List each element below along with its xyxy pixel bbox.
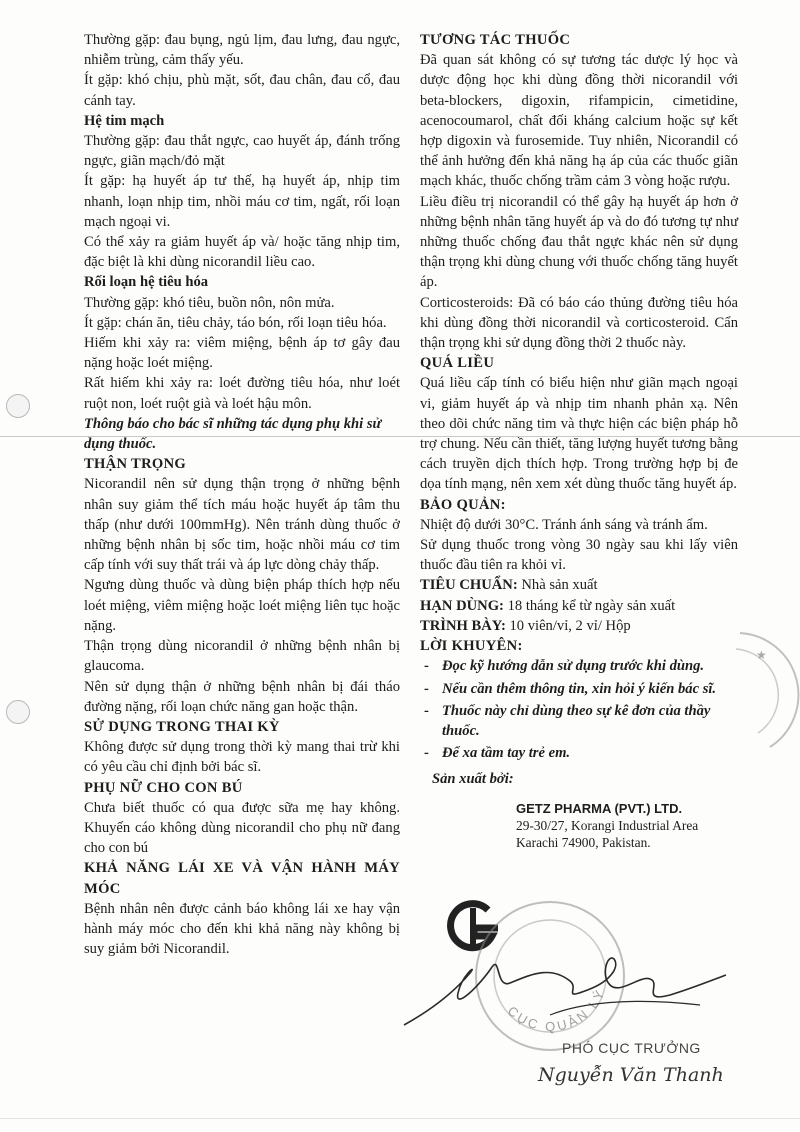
- precautions-text-4: Nên sử dụng thận ở những bệnh nhân bị đái tháo đường nặng, rối loạn chức năng gan hoặc thận.: [84, 678, 400, 715]
- breastfeeding-text: Chưa biết thuốc có qua được sữa mẹ hay không. Khuyến cáo không dùng nicorandil cho phụ nữ đang cho con bú: [84, 799, 400, 857]
- pregnancy-text: Không được sử dụng trong thời kỳ mang thai trừ khi có yêu cầu chỉ định bởi bác sĩ.: [84, 739, 400, 776]
- cardio-uncommon: Ít gặp: hạ huyết áp tư thế, hạ huyết áp, nhịp tim nhanh, loạn nhịp tim, nhồi máu cơ tim, ngất, rối loạn mạch ngoại vi.: [84, 173, 400, 230]
- overdose-text: Quá liều cấp tính có biểu hiện như giãn mạch ngoại vi, giảm huyết áp và nhịp tim nhanh phản xạ. Nên theo dõi chức năng tim và thực hiện các biện pháp hỗ trợ chung. Nếu cần thiết, tăng lượng huyết tương bằng cách truyền dịch thích hợp. Trong trường hợp bị đe dọa tính mạng, nên xem xét dùng thuốc tăng huyết áp.: [420, 375, 738, 493]
- interactions-text-1: Đã quan sát không có sự tương tác dược lý học và dược động học khi dùng đồng thời nicorandil với beta-blockers, digoxin, rifampicin, cimetidine, acenocoumarol, chất đối kháng calcium hoặc sự kết hợp digoxin và furosemide. Tuy nhiên, Nicorandil có thể ảnh hưởng đến khả năng hạ áp của các thuốc giãn mạch khác, thuốc chống trầm cảm 3 vòng hoặc rượu.: [420, 52, 738, 190]
- punch-hole: [6, 394, 30, 418]
- heading-advice: LỜI KHUYÊN:: [420, 638, 523, 655]
- cardio-common: Thường gặp: đau thắt ngực, cao huyết áp, đánh trống ngực, giãn mạch/đỏ mặt: [84, 133, 400, 170]
- standard-value: Nhà sản xuất: [521, 577, 598, 594]
- left-column: [84, 30, 400, 959]
- advice-item: - Thuốc này chỉ dùng theo sự kê đơn của thầy thuốc.: [420, 701, 738, 741]
- driving-text: Bệnh nhân nên được cảnh báo không lái xe hay vận hành máy móc cho đến khi khả năng này không bị suy giảm bởi Nicorandil.: [84, 900, 400, 958]
- side-effect-uncommon: Ít gặp: khó chịu, phù mặt, sốt, đau chân, đau cổ, đau cánh tay.: [84, 72, 400, 109]
- heading-precautions: THẬN TRỌNG: [84, 456, 187, 473]
- svg-text:★: ★: [756, 648, 767, 662]
- expiry-row: [420, 596, 738, 616]
- advice-item: - Nếu cần thêm thông tin, xin hỏi ý kiến bác sĩ.: [420, 679, 738, 699]
- interactions-text-3: Corticosteroids: Đã có báo cáo thủng đường tiêu hóa khi dùng đồng thời nicorandil và corticosteroid. Cẩn thận trọng khi sử dụng đồng thời 2 thuốc này.: [420, 294, 738, 352]
- storage-text-2: Sử dụng thuốc trong vòng 30 ngày sau khi lấy viên thuốc đầu tiên ra khỏi vỉ.: [420, 537, 738, 574]
- heading-cardiovascular: Hệ tim mạch: [84, 112, 165, 129]
- standard-key: TIÊU CHUẨN:: [420, 577, 518, 594]
- presentation-key: TRÌNH BÀY:: [420, 617, 506, 634]
- precautions-text-2: Ngưng dùng thuốc và dùng biện pháp thích hợp nếu loét miệng, viêm miệng hoặc loét miệng liên tục hoặc nặng.: [84, 577, 400, 634]
- manufacturer-address-2: Karachi 74900, Pakistan.: [516, 834, 651, 850]
- advice-list: [420, 656, 738, 763]
- storage-text-1: Nhiệt độ dưới 30°C. Tránh ánh sáng và tránh ẩm.: [420, 516, 708, 533]
- right-column: [420, 30, 738, 851]
- expiry-value: 18 tháng kể từ ngày sản xuất: [507, 597, 676, 614]
- heading-driving: KHẢ NĂNG LÁI XE VÀ VẬN HÀNH MÁY MÓC: [84, 860, 400, 897]
- digestive-common: Thường gặp: khó tiêu, buồn nôn, nôn mửa.: [84, 294, 335, 311]
- side-seal-icon: [730, 625, 800, 755]
- expiry-key: HẠN DÙNG:: [420, 597, 504, 614]
- doctor-notice: Thông báo cho bác sĩ những tác dụng phụ khi sử dụng thuốc.: [84, 415, 382, 453]
- punch-hole: [6, 700, 30, 724]
- bottom-edge-line: [0, 1118, 800, 1119]
- official-name: Nguyễn Văn Thanh: [538, 1064, 724, 1086]
- heading-breastfeeding: PHỤ NỮ CHO CON BÚ: [84, 779, 243, 796]
- standard-row: [420, 575, 738, 595]
- precautions-text-3: Thận trọng dùng nicorandil ở những bệnh nhân bị glaucoma.: [84, 638, 400, 675]
- manufacturer-address-1: 29-30/27, Korangi Industrial Area: [516, 817, 699, 833]
- signature-icon: [400, 945, 730, 1035]
- precautions-text-1: Nicorandil nên sử dụng thận trọng ở những bệnh nhân suy giảm thể tích máu hoặc huyết áp tâm thu thấp (như dưới 100mmHg). Nên tránh dùng thuốc ở những bệnh nhân bị sốc tim, hoặc nhồi máu cơ tim cấp tính với suy thất trái và áp lực dòng chảy thấp.: [84, 476, 400, 574]
- advice-item: - Đọc kỹ hướng dẫn sử dụng trước khi dùng.: [420, 656, 738, 676]
- produced-by-label: Sản xuất bởi:: [432, 771, 514, 788]
- cardio-note: Có thể xảy ra giảm huyết áp và/ hoặc tăng nhịp tim, đặc biệt là khi dùng nicorandil liều cao.: [84, 234, 400, 271]
- digestive-rare: Hiếm khi xảy ra: viêm miệng, bệnh áp tơ gây đau nặng hoặc loét miệng.: [84, 335, 400, 372]
- digestive-uncommon: Ít gặp: chán ăn, tiêu chảy, táo bón, rối loạn tiêu hóa.: [84, 314, 387, 331]
- heading-interactions: TƯƠNG TÁC THUỐC: [420, 32, 571, 48]
- manufacturer-name: GETZ PHARMA (PVT.) LTD.: [516, 800, 683, 816]
- side-effect-common: Thường gặp: đau bụng, ngủ lịm, đau lưng, đau ngực, nhiễm trùng, cảm thấy yếu.: [84, 32, 400, 69]
- interactions-text-2: Liều điều trị nicorandil có thể gây hạ huyết áp hơn ở những bệnh nhân tăng huyết áp và do đó tương tự như những thuốc chống đau thắt ngực khác nên sử dụng thận trọng khi dùng chung với thuốc chống tăng huyết áp.: [420, 193, 738, 291]
- seal-text: CỤC QUẢN LÝ: [504, 985, 609, 1035]
- heading-overdose: QUÁ LIỀU: [420, 355, 495, 372]
- heading-pregnancy: SỬ DỤNG TRONG THAI KỲ: [84, 718, 280, 735]
- official-title: PHÓ CỤC TRƯỞNG: [562, 1040, 701, 1056]
- presentation-value: 10 viên/vỉ, 2 vỉ/ Hộp: [509, 617, 631, 634]
- heading-storage: BẢO QUẢN:: [420, 496, 506, 513]
- digestive-very-rare: Rất hiếm khi xảy ra: loét đường tiêu hóa, như loét ruột non, loét ruột già và loét hậu môn.: [84, 375, 400, 412]
- manufacturer-block: [516, 800, 738, 851]
- heading-digestive: Rối loạn hệ tiêu hóa: [84, 274, 209, 291]
- advice-item: - Để xa tầm tay trẻ em.: [420, 743, 738, 763]
- presentation-row: [420, 616, 738, 636]
